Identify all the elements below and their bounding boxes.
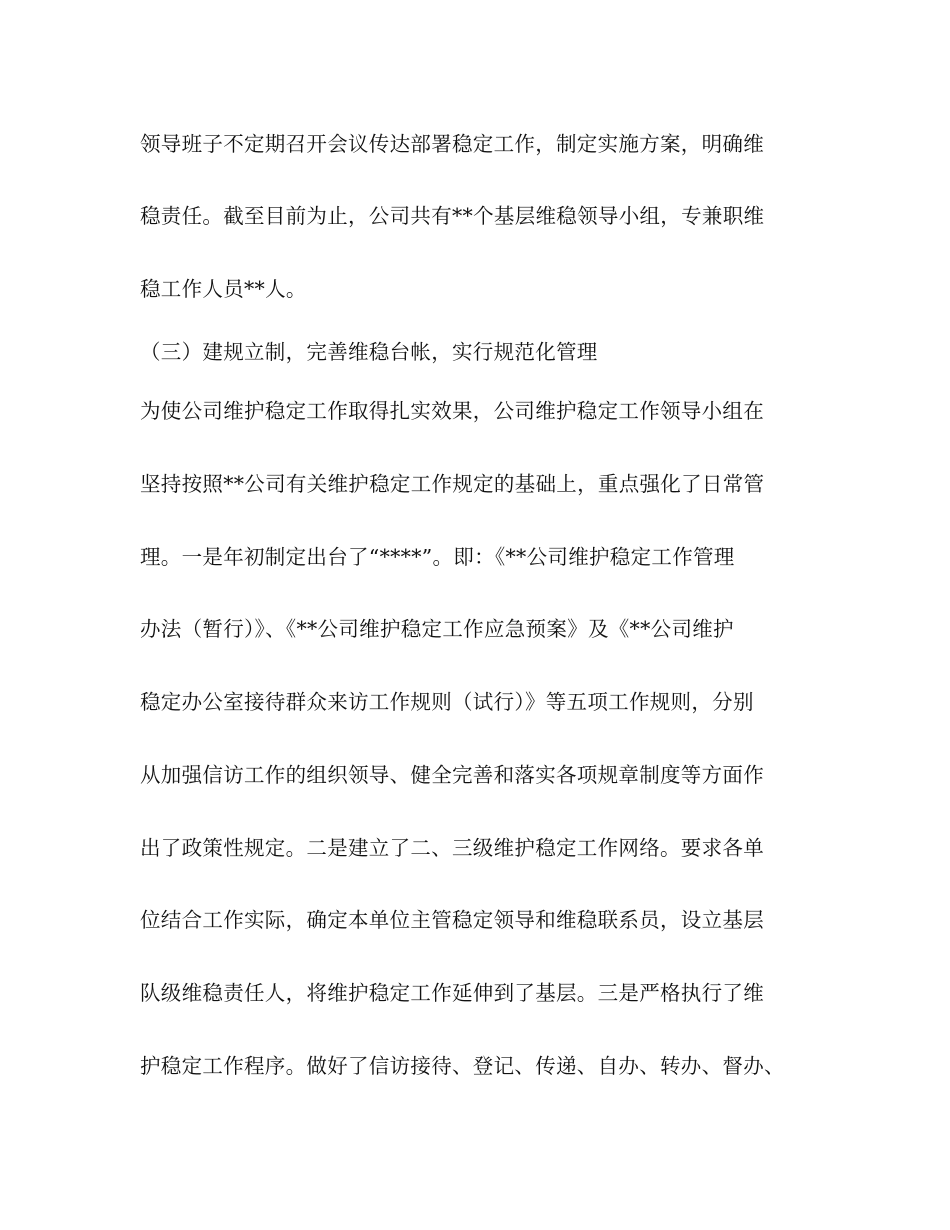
body-line-5: 为使公司维护稳定工作取得扎实效果，公司维护稳定工作领导小组在: [140, 399, 764, 423]
body-line-9: 稳定办公室接待群众来访工作规则（试行）》等五项工作规则，分别: [140, 690, 754, 714]
body-line-13: 队级维稳责任人，将维护稳定工作延伸到了基层。三是严格执行了维: [140, 981, 764, 1005]
section-heading: （三）建规立制，完善维稳台帐，实行规范化管理: [140, 340, 598, 364]
body-line-2: 稳责任。截至目前为止，公司共有**个基层维稳领导小组，专兼职维: [140, 204, 765, 228]
body-line-12: 位结合工作实际，确定本单位主管稳定领导和维稳联系员，设立基层: [140, 908, 764, 932]
body-line-7: 理。一是年初制定出台了“****”。即：《**公司维护稳定工作管理: [140, 545, 735, 569]
body-line-11: 出了政策性规定。二是建立了二、三级维护稳定工作网络。要求各单: [140, 836, 764, 860]
body-line-10: 从加强信访工作的组织领导、健全完善和落实各项规章制度等方面作: [140, 763, 764, 787]
body-line-6: 坚持按照**公司有关维护稳定工作规定的基础上，重点强化了日常管: [140, 472, 765, 496]
body-line-14: 护稳定工作程序。做好了信访接待、登记、传递、自办、转办、督办、: [140, 1054, 785, 1078]
body-line-3: 稳工作人员**人。: [140, 277, 307, 301]
body-line-1: 领导班子不定期召开会议传达部署稳定工作，制定实施方案，明确维: [140, 132, 764, 156]
body-line-8: 办法（暂行）》、《**公司维护稳定工作应急预案》及《**公司维护: [140, 617, 734, 641]
